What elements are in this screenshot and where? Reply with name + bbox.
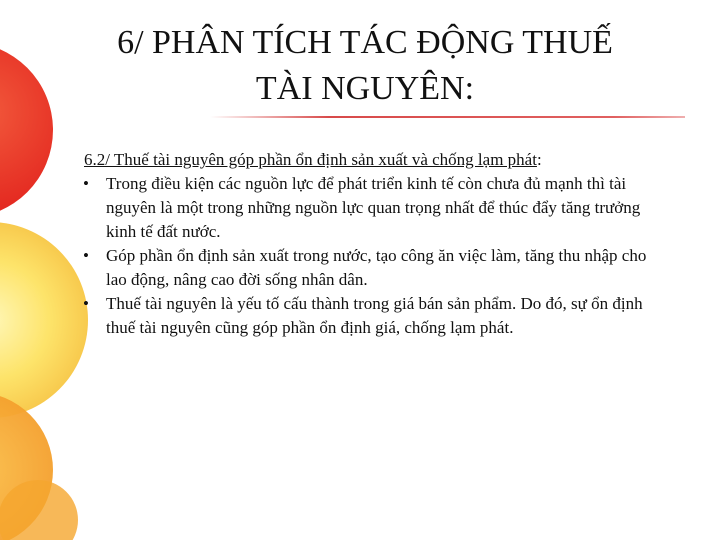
section-heading bbox=[84, 148, 654, 172]
bullet-item bbox=[84, 244, 654, 292]
title-divider bbox=[210, 116, 685, 118]
bullet-text: Góp phần ổn định sản xuất trong nước, tạo công ăn việc làm, tăng thu nhập cho lao động, nâng cao đời sống nhân dân. bbox=[106, 246, 647, 289]
bullet-text: Thuế tài nguyên là yếu tố cấu thành trong giá bán sản phẩm. Do đó, sự ổn định thuế tài nguyên cũng góp phần ổn định giá, chống lạm phát. bbox=[106, 294, 643, 337]
decorative-yellow-circle bbox=[0, 222, 88, 418]
section-heading-colon: : bbox=[536, 150, 542, 169]
bullet-icon: • bbox=[83, 294, 89, 313]
section-heading-text: 6.2/ Thuế tài nguyên góp phần ổn định sản xuất và chống lạm phát bbox=[84, 150, 537, 169]
bullet-item bbox=[84, 172, 654, 244]
bullet-text: Trong điều kiện các nguồn lực để phát triển kinh tế còn chưa đủ mạnh thì tài nguyên là một trong những nguồn lực quan trọng nhất để thúc đẩy tăng trưởng kinh tế đất nước. bbox=[106, 174, 641, 241]
bullet-list bbox=[84, 172, 654, 340]
slide-title-line-2: TÀI NGUYÊN: bbox=[255, 70, 475, 107]
slide-title bbox=[40, 20, 690, 112]
slide-body bbox=[84, 148, 654, 340]
bullet-item bbox=[84, 292, 654, 340]
bullet-icon: • bbox=[83, 174, 89, 193]
bullet-icon: • bbox=[83, 246, 89, 265]
slide-title-line-1: 6/ PHÂN TÍCH TÁC ĐỘNG THUẾ bbox=[117, 24, 613, 61]
